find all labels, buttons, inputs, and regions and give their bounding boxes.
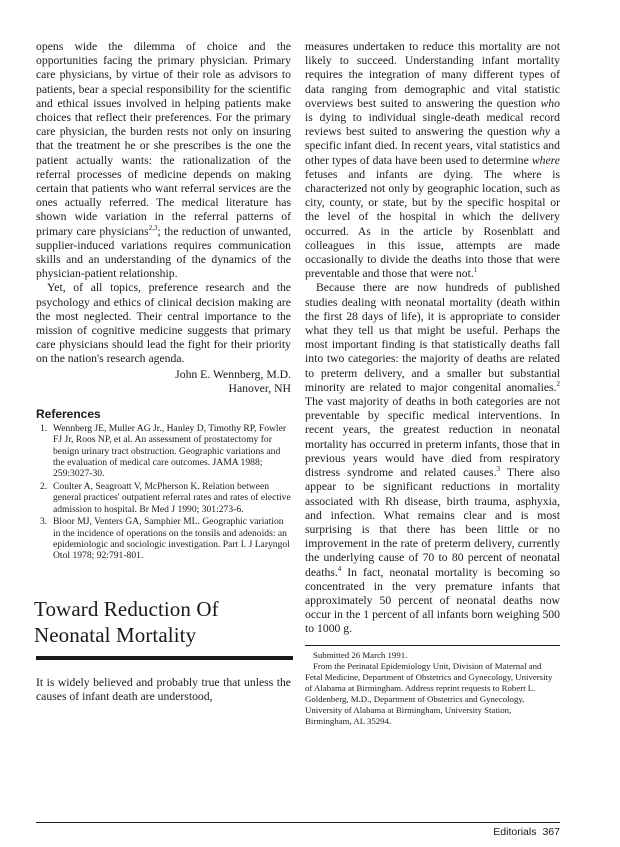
footnote-divider — [305, 645, 560, 646]
emphasis-who: who — [540, 96, 560, 110]
paragraph-text: ; the reduction of unwanted, supplier-induced variations requires communication skills and an understanding of the dynamics of the physician-patient relationship. — [36, 224, 292, 281]
left-column — [36, 40, 291, 704]
right-paragraph-2 — [305, 281, 560, 636]
section-label: Editorials — [493, 826, 537, 838]
footnote-submitted: Submitted 26 March 1991. — [313, 649, 408, 660]
footnotes — [305, 650, 560, 727]
reference-number: 2. — [40, 480, 48, 492]
reference-item — [36, 481, 291, 515]
paragraph-text: a specific infant died. In recent years, vital statistics and other types of data have been used to determine — [305, 125, 560, 167]
paragraph-text: measures undertaken to reduce this mortality are not likely to succeed. Understanding infant mortality requires the integration of many different types of data ranging from demographic and vital statistic overviews best suited to answering the question — [305, 40, 560, 110]
references-list — [36, 423, 291, 562]
citation-superscript: 1 — [473, 266, 478, 275]
citation-superscript: 4 — [337, 564, 342, 573]
right-paragraph-1 — [305, 40, 560, 281]
footnote-affiliation: From the Perinatal Epidemiology Unit, Division of Maternal and Fetal Medicine, Department of Obstetrics and Gynecology, University of Alabama at Birmingham. Address reprint requests to Robert L. Goldenberg, M.D., Department of Obstetrics and Gynecology, University of Alabama at Birmingham, University Station, Birmingham, AL 35294. — [305, 660, 553, 726]
reference-item — [36, 423, 291, 480]
emphasis-where: where — [531, 153, 560, 167]
reference-number: 1. — [40, 422, 48, 434]
reference-number: 3. — [40, 516, 48, 528]
paragraph-text: In fact, neonatal mortality is becoming so concentrated in the very premature infants that approximately 50 percent of neonatal deaths now occur in the 1 percent of all infants born weighing 500 to 1000 g. — [305, 565, 560, 636]
author-name: John E. Wennberg, M.D. — [175, 367, 291, 381]
signature-block — [36, 368, 291, 397]
article-intro: It is widely believed and probably true that unless the causes of infant death are understood, — [36, 675, 291, 703]
references-heading: References — [36, 406, 101, 421]
citation-superscript: 2 — [556, 379, 560, 388]
paragraph-text: The vast majority of deaths in both categories are not preventable by specific medical interventions. In recent years, the greatest reduction in neonatal mortality has occurred in preterm infants, those that in previous years would have died from respiratory distress syndrome and related causes. — [305, 395, 560, 480]
page-number: 367 — [542, 826, 560, 838]
reference-text: Coulter A, Seagroatt V, McPherson K. Relation between general practices' outpatient referral rates and rates of elective admission to hospital. Br Med J 1990; 301:273-6. — [53, 480, 291, 515]
title-divider — [36, 656, 293, 660]
reference-text: Bloor MJ, Venters GA, Samphier ML. Geographic variation in the incidence of operations on the tonsils and adenoids: an epidemiologic and sociologic investigation. Part I. J Laryngol Otol 1978; 92:791-801. — [53, 516, 290, 562]
paragraph-text: Because there are now hundreds of published studies dealing with neonatal mortality (death within the first 28 days of life), it is appropriate to consider what they tell us that might be useful. Perhaps the most important finding is that statistically deaths fall into two categories: the majority of deaths are related to preterm delivery, and a smaller but substantial minority are related to major congenital anomalies. — [305, 281, 560, 394]
left-paragraph-1 — [36, 40, 291, 281]
paragraph-text: opens wide the dilemma of choice and the opportunities facing the primary physician. Primary care physicians, by virtue of their role as advisors to patients, bear a special responsibility for the scientific and ethical issues involved in helping patients make choices that reflect their preferences. For the primary care physician, the burden rests not only on insuring that the treatment he or she prescribes is the one the patient actually wants: the rationalization of the referral processes of medicine depends on making certain that patients who want referral services are the ones actually referred. The medical literature has shown wide variation in the referral patterns of primary care physicians — [36, 40, 291, 238]
page-footer — [36, 826, 560, 838]
paragraph-text: is dying to individual single-death medical record reviews best suited to answering the question — [305, 111, 560, 139]
left-paragraph-2: Yet, of all topics, preference research and the psychology and ethics of clinical decision making are the most neglected. Their central importance to the mission of cognitive medicine suggests that primary care physicians should lead the fight for their priority on the nation's research agenda. — [36, 281, 291, 366]
reference-item — [36, 516, 291, 562]
paragraph-text: fetuses and infants are dying. The where is characterized not only by geographic location, such as city, county, or state, but by the specific hospital or the level of the hospital in which the delivery occurred. As in the article by Rosenblatt and colleagues in this issue, attempts are made occasionally to divide the deaths into those that were preventable and those that were not. — [305, 167, 560, 281]
emphasis-why: why — [531, 125, 551, 139]
citation-superscript: 2,3 — [148, 223, 158, 232]
author-location: Hanover, NH — [228, 382, 291, 396]
right-column — [305, 40, 560, 727]
paragraph-text: There also appear to be significant reductions in mortality associated with Rh disease, birth trauma, asphyxia, and infection. What remains clear and is most surprising is that there has been little or no improvement in the rate of preterm delivery, currently the underlying cause of 70 to 80 percent of neonatal deaths. — [305, 466, 560, 579]
citation-superscript: 3 — [496, 465, 500, 474]
reference-text: Wennberg JE, Muller AG Jr., Hanley D, Timothy RP, Fowler FJ Jr, Roos NP, et al. An assessment of prostatectomy for benign urinary tract obstruction. Geographic variations and the evaluation of medical care outcomes. JAMA 1988; 259:3027-30. — [53, 422, 287, 480]
article-title: Toward Reduction Of Neonatal Mortality — [34, 596, 219, 647]
footer-divider — [36, 822, 560, 823]
